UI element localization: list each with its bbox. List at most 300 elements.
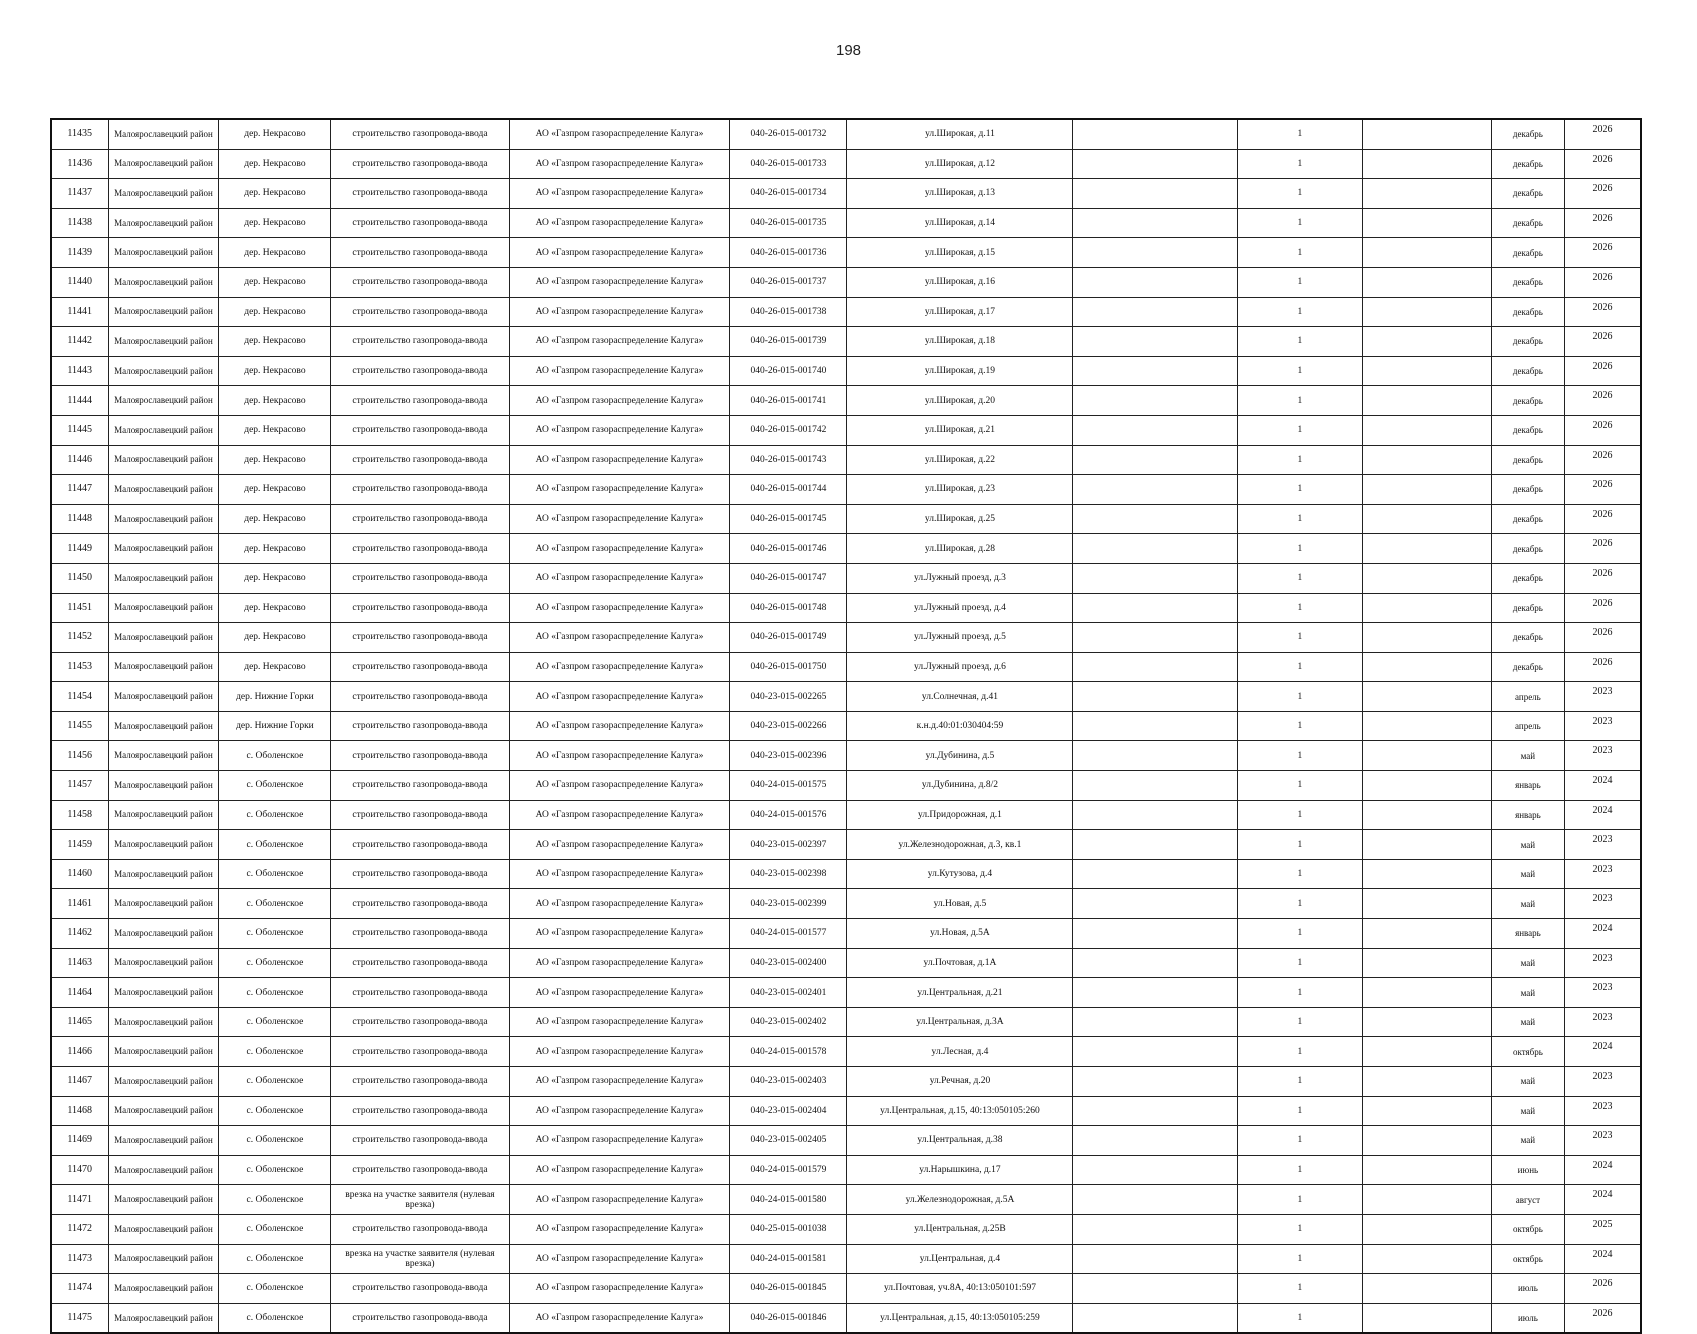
- row-number: 11460: [51, 859, 108, 889]
- district-cell: Малоярославецкий район: [108, 889, 219, 919]
- table-row: [51, 1214, 1641, 1244]
- quantity-cell: 1: [1238, 1067, 1362, 1097]
- code-cell: 040-26-015-001733: [730, 149, 847, 179]
- row-number: 11450: [51, 563, 108, 593]
- quantity-cell: 1: [1238, 386, 1362, 416]
- code-cell: 040-24-015-001575: [730, 771, 847, 801]
- address-cell: ул.Центральная, д.4: [847, 1244, 1073, 1274]
- year-cell: 2026: [1565, 149, 1641, 179]
- locality-cell: с. Оболенское: [219, 1096, 331, 1126]
- empty-cell: [1073, 1303, 1238, 1333]
- empty-cell: [1073, 297, 1238, 327]
- organization-cell: АО «Газпром газораспределение Калуга»: [509, 179, 730, 209]
- address-cell: ул.Почтовая, уч.8А, 40:13:050101:597: [847, 1274, 1073, 1304]
- empty-cell: [1073, 1126, 1238, 1156]
- table-row: [51, 534, 1641, 564]
- organization-cell: АО «Газпром газораспределение Калуга»: [509, 1185, 730, 1215]
- district-cell: Малоярославецкий район: [108, 682, 219, 712]
- quantity-cell: 1: [1238, 1303, 1362, 1333]
- address-cell: ул.Новая, д.5: [847, 889, 1073, 919]
- quantity-cell: 1: [1238, 267, 1362, 297]
- code-cell: 040-23-015-002397: [730, 830, 847, 860]
- month-cell: январь: [1491, 919, 1564, 949]
- row-number: 11436: [51, 149, 108, 179]
- code-cell: 040-23-015-002266: [730, 711, 847, 741]
- month-cell: октябрь: [1491, 1037, 1564, 1067]
- work-type-cell: строительство газопровода-ввода: [331, 859, 509, 889]
- locality-cell: дер. Некрасово: [219, 297, 331, 327]
- code-cell: 040-23-015-002405: [730, 1126, 847, 1156]
- table-row: [51, 1126, 1641, 1156]
- empty-cell: [1073, 948, 1238, 978]
- district-cell: Малоярославецкий район: [108, 179, 219, 209]
- work-type-cell: строительство газопровода-ввода: [331, 445, 509, 475]
- year-cell: 2023: [1565, 1096, 1641, 1126]
- address-cell: ул.Широкая, д.25: [847, 504, 1073, 534]
- empty-cell: [1073, 179, 1238, 209]
- month-cell: декабрь: [1491, 534, 1564, 564]
- year-cell: 2026: [1565, 1274, 1641, 1304]
- empty-cell: [1073, 534, 1238, 564]
- code-cell: 040-26-015-001845: [730, 1274, 847, 1304]
- code-cell: 040-23-015-002400: [730, 948, 847, 978]
- empty-cell: [1362, 948, 1491, 978]
- month-cell: декабрь: [1491, 386, 1564, 416]
- month-cell: август: [1491, 1185, 1564, 1215]
- organization-cell: АО «Газпром газораспределение Калуга»: [509, 1067, 730, 1097]
- year-cell: 2024: [1565, 1037, 1641, 1067]
- locality-cell: дер. Некрасово: [219, 593, 331, 623]
- row-number: 11474: [51, 1274, 108, 1304]
- organization-cell: АО «Газпром газораспределение Калуга»: [509, 297, 730, 327]
- code-cell: 040-24-015-001581: [730, 1244, 847, 1274]
- district-cell: Малоярославецкий район: [108, 1214, 219, 1244]
- locality-cell: с. Оболенское: [219, 830, 331, 860]
- code-cell: 040-25-015-001038: [730, 1214, 847, 1244]
- empty-cell: [1362, 859, 1491, 889]
- month-cell: май: [1491, 978, 1564, 1008]
- work-type-cell: строительство газопровода-ввода: [331, 889, 509, 919]
- empty-cell: [1073, 149, 1238, 179]
- row-number: 11475: [51, 1303, 108, 1333]
- organization-cell: АО «Газпром газораспределение Калуга»: [509, 1303, 730, 1333]
- row-number: 11445: [51, 415, 108, 445]
- quantity-cell: 1: [1238, 919, 1362, 949]
- quantity-cell: 1: [1238, 475, 1362, 505]
- empty-cell: [1073, 682, 1238, 712]
- year-cell: 2026: [1565, 652, 1641, 682]
- year-cell: 2026: [1565, 563, 1641, 593]
- address-cell: ул.Кутузова, д.4: [847, 859, 1073, 889]
- row-number: 11469: [51, 1126, 108, 1156]
- district-cell: Малоярославецкий район: [108, 297, 219, 327]
- locality-cell: дер. Нижние Горки: [219, 682, 331, 712]
- work-type-cell: строительство газопровода-ввода: [331, 297, 509, 327]
- organization-cell: АО «Газпром газораспределение Калуга»: [509, 563, 730, 593]
- year-cell: 2023: [1565, 889, 1641, 919]
- row-number: 11455: [51, 711, 108, 741]
- quantity-cell: 1: [1238, 652, 1362, 682]
- quantity-cell: 1: [1238, 563, 1362, 593]
- table-row: [51, 119, 1641, 149]
- code-cell: 040-26-015-001742: [730, 415, 847, 445]
- quantity-cell: 1: [1238, 1155, 1362, 1185]
- district-cell: Малоярославецкий район: [108, 208, 219, 238]
- organization-cell: АО «Газпром газораспределение Калуга»: [509, 652, 730, 682]
- district-cell: Малоярославецкий район: [108, 1244, 219, 1274]
- empty-cell: [1362, 919, 1491, 949]
- locality-cell: дер. Некрасово: [219, 327, 331, 357]
- empty-cell: [1362, 563, 1491, 593]
- locality-cell: дер. Некрасово: [219, 267, 331, 297]
- code-cell: 040-24-015-001579: [730, 1155, 847, 1185]
- table-row: [51, 741, 1641, 771]
- row-number: 11438: [51, 208, 108, 238]
- month-cell: декабрь: [1491, 327, 1564, 357]
- work-type-cell: строительство газопровода-ввода: [331, 771, 509, 801]
- year-cell: 2026: [1565, 386, 1641, 416]
- locality-cell: дер. Некрасово: [219, 179, 331, 209]
- year-cell: 2023: [1565, 859, 1641, 889]
- address-cell: ул.Широкая, д.18: [847, 327, 1073, 357]
- empty-cell: [1362, 445, 1491, 475]
- address-cell: ул.Дубинина, д.8/2: [847, 771, 1073, 801]
- quantity-cell: 1: [1238, 1185, 1362, 1215]
- month-cell: декабрь: [1491, 415, 1564, 445]
- work-type-cell: строительство газопровода-ввода: [331, 356, 509, 386]
- table-row: [51, 682, 1641, 712]
- year-cell: 2023: [1565, 1126, 1641, 1156]
- code-cell: 040-23-015-002396: [730, 741, 847, 771]
- year-cell: 2026: [1565, 623, 1641, 653]
- code-cell: 040-26-015-001743: [730, 445, 847, 475]
- organization-cell: АО «Газпром газораспределение Калуга»: [509, 978, 730, 1008]
- table-row: [51, 1244, 1641, 1274]
- district-cell: Малоярославецкий район: [108, 830, 219, 860]
- year-cell: 2026: [1565, 534, 1641, 564]
- organization-cell: АО «Газпром газораспределение Калуга»: [509, 623, 730, 653]
- table-row: [51, 386, 1641, 416]
- work-type-cell: строительство газопровода-ввода: [331, 1067, 509, 1097]
- district-cell: Малоярославецкий район: [108, 267, 219, 297]
- table-row: [51, 563, 1641, 593]
- address-cell: ул.Широкая, д.12: [847, 149, 1073, 179]
- empty-cell: [1073, 1244, 1238, 1274]
- empty-cell: [1073, 386, 1238, 416]
- row-number: 11448: [51, 504, 108, 534]
- work-type-cell: строительство газопровода-ввода: [331, 1303, 509, 1333]
- quantity-cell: 1: [1238, 1126, 1362, 1156]
- empty-cell: [1362, 1214, 1491, 1244]
- month-cell: октябрь: [1491, 1244, 1564, 1274]
- empty-cell: [1073, 1214, 1238, 1244]
- empty-cell: [1362, 267, 1491, 297]
- district-cell: Малоярославецкий район: [108, 741, 219, 771]
- table-row: [51, 623, 1641, 653]
- quantity-cell: 1: [1238, 1274, 1362, 1304]
- row-number: 11444: [51, 386, 108, 416]
- district-cell: Малоярославецкий район: [108, 1037, 219, 1067]
- year-cell: 2026: [1565, 415, 1641, 445]
- empty-cell: [1073, 623, 1238, 653]
- address-cell: ул.Центральная, д.15, 40:13:050105:259: [847, 1303, 1073, 1333]
- organization-cell: АО «Газпром газораспределение Калуга»: [509, 948, 730, 978]
- quantity-cell: 1: [1238, 741, 1362, 771]
- row-number: 11452: [51, 623, 108, 653]
- empty-cell: [1362, 534, 1491, 564]
- organization-cell: АО «Газпром газораспределение Калуга»: [509, 415, 730, 445]
- year-cell: 2026: [1565, 504, 1641, 534]
- district-cell: Малоярославецкий район: [108, 475, 219, 505]
- empty-cell: [1362, 356, 1491, 386]
- row-number: 11435: [51, 119, 108, 149]
- empty-cell: [1073, 445, 1238, 475]
- work-type-cell: строительство газопровода-ввода: [331, 1037, 509, 1067]
- empty-cell: [1073, 859, 1238, 889]
- table-row: [51, 1067, 1641, 1097]
- row-number: 11442: [51, 327, 108, 357]
- month-cell: декабрь: [1491, 149, 1564, 179]
- work-type-cell: врезка на участке заявителя (нулевая врезка): [331, 1185, 509, 1215]
- month-cell: январь: [1491, 800, 1564, 830]
- month-cell: декабрь: [1491, 475, 1564, 505]
- district-cell: Малоярославецкий район: [108, 623, 219, 653]
- organization-cell: АО «Газпром газораспределение Калуга»: [509, 534, 730, 564]
- table-row: [51, 711, 1641, 741]
- district-cell: Малоярославецкий район: [108, 327, 219, 357]
- year-cell: 2023: [1565, 948, 1641, 978]
- organization-cell: АО «Газпром газораспределение Калуга»: [509, 593, 730, 623]
- empty-cell: [1362, 119, 1491, 149]
- empty-cell: [1362, 771, 1491, 801]
- empty-cell: [1362, 149, 1491, 179]
- empty-cell: [1362, 1037, 1491, 1067]
- district-cell: Малоярославецкий район: [108, 119, 219, 149]
- year-cell: 2026: [1565, 238, 1641, 268]
- empty-cell: [1073, 267, 1238, 297]
- empty-cell: [1073, 208, 1238, 238]
- code-cell: 040-26-015-001738: [730, 297, 847, 327]
- empty-cell: [1362, 682, 1491, 712]
- code-cell: 040-23-015-002401: [730, 978, 847, 1008]
- table-row: [51, 859, 1641, 889]
- address-cell: ул.Широкая, д.11: [847, 119, 1073, 149]
- district-cell: Малоярославецкий район: [108, 1007, 219, 1037]
- locality-cell: с. Оболенское: [219, 919, 331, 949]
- quantity-cell: 1: [1238, 859, 1362, 889]
- district-cell: Малоярославецкий район: [108, 149, 219, 179]
- table-row: [51, 297, 1641, 327]
- empty-cell: [1362, 1096, 1491, 1126]
- address-cell: ул.Широкая, д.28: [847, 534, 1073, 564]
- address-cell: ул.Речная, д.20: [847, 1067, 1073, 1097]
- row-number: 11462: [51, 919, 108, 949]
- work-type-cell: строительство газопровода-ввода: [331, 327, 509, 357]
- work-type-cell: врезка на участке заявителя (нулевая врезка): [331, 1244, 509, 1274]
- organization-cell: АО «Газпром газораспределение Калуга»: [509, 445, 730, 475]
- locality-cell: дер. Некрасово: [219, 415, 331, 445]
- address-cell: ул.Лужный проезд, д.5: [847, 623, 1073, 653]
- year-cell: 2023: [1565, 1067, 1641, 1097]
- quantity-cell: 1: [1238, 711, 1362, 741]
- row-number: 11458: [51, 800, 108, 830]
- district-cell: Малоярославецкий район: [108, 563, 219, 593]
- quantity-cell: 1: [1238, 978, 1362, 1008]
- organization-cell: АО «Газпром газораспределение Калуга»: [509, 889, 730, 919]
- empty-cell: [1362, 1007, 1491, 1037]
- quantity-cell: 1: [1238, 1096, 1362, 1126]
- year-cell: 2023: [1565, 830, 1641, 860]
- empty-cell: [1073, 1274, 1238, 1304]
- row-number: 11453: [51, 652, 108, 682]
- empty-cell: [1073, 711, 1238, 741]
- work-type-cell: строительство газопровода-ввода: [331, 1007, 509, 1037]
- empty-cell: [1362, 978, 1491, 1008]
- locality-cell: дер. Некрасово: [219, 149, 331, 179]
- empty-cell: [1073, 1007, 1238, 1037]
- year-cell: 2024: [1565, 800, 1641, 830]
- address-cell: ул.Широкая, д.14: [847, 208, 1073, 238]
- empty-cell: [1073, 889, 1238, 919]
- year-cell: 2026: [1565, 119, 1641, 149]
- district-cell: Малоярославецкий район: [108, 919, 219, 949]
- table-row: [51, 978, 1641, 1008]
- code-cell: 040-23-015-002398: [730, 859, 847, 889]
- row-number: 11441: [51, 297, 108, 327]
- code-cell: 040-23-015-002403: [730, 1067, 847, 1097]
- row-number: 11465: [51, 1007, 108, 1037]
- row-number: 11459: [51, 830, 108, 860]
- address-cell: ул.Широкая, д.23: [847, 475, 1073, 505]
- organization-cell: АО «Газпром газораспределение Калуга»: [509, 830, 730, 860]
- row-number: 11471: [51, 1185, 108, 1215]
- table-row: [51, 356, 1641, 386]
- work-type-cell: строительство газопровода-ввода: [331, 415, 509, 445]
- organization-cell: АО «Газпром газораспределение Калуга»: [509, 800, 730, 830]
- code-cell: 040-23-015-002404: [730, 1096, 847, 1126]
- work-type-cell: строительство газопровода-ввода: [331, 238, 509, 268]
- empty-cell: [1073, 800, 1238, 830]
- locality-cell: с. Оболенское: [219, 1274, 331, 1304]
- district-cell: Малоярославецкий район: [108, 1185, 219, 1215]
- month-cell: декабрь: [1491, 563, 1564, 593]
- locality-cell: дер. Некрасово: [219, 119, 331, 149]
- address-cell: ул.Широкая, д.16: [847, 267, 1073, 297]
- locality-cell: с. Оболенское: [219, 1126, 331, 1156]
- district-cell: Малоярославецкий район: [108, 415, 219, 445]
- table-row: [51, 504, 1641, 534]
- month-cell: май: [1491, 948, 1564, 978]
- organization-cell: АО «Газпром газораспределение Калуга»: [509, 771, 730, 801]
- address-cell: ул.Железнодорожная, д.3, кв.1: [847, 830, 1073, 860]
- month-cell: май: [1491, 889, 1564, 919]
- row-number: 11464: [51, 978, 108, 1008]
- organization-cell: АО «Газпром газораспределение Калуга»: [509, 267, 730, 297]
- empty-cell: [1073, 1067, 1238, 1097]
- month-cell: декабрь: [1491, 297, 1564, 327]
- empty-cell: [1362, 1067, 1491, 1097]
- district-cell: Малоярославецкий район: [108, 1096, 219, 1126]
- table-row: [51, 267, 1641, 297]
- organization-cell: АО «Газпром газораспределение Калуга»: [509, 711, 730, 741]
- table-row: [51, 475, 1641, 505]
- work-type-cell: строительство газопровода-ввода: [331, 711, 509, 741]
- district-cell: Малоярославецкий район: [108, 800, 219, 830]
- quantity-cell: 1: [1238, 1214, 1362, 1244]
- empty-cell: [1362, 208, 1491, 238]
- year-cell: 2026: [1565, 593, 1641, 623]
- month-cell: декабрь: [1491, 593, 1564, 623]
- code-cell: 040-26-015-001734: [730, 179, 847, 209]
- address-cell: к.н.д.40:01:030404:59: [847, 711, 1073, 741]
- empty-cell: [1073, 978, 1238, 1008]
- address-cell: ул.Почтовая, д.1А: [847, 948, 1073, 978]
- work-type-cell: строительство газопровода-ввода: [331, 386, 509, 416]
- organization-cell: АО «Газпром газораспределение Калуга»: [509, 327, 730, 357]
- year-cell: 2024: [1565, 1185, 1641, 1215]
- year-cell: 2024: [1565, 771, 1641, 801]
- empty-cell: [1073, 238, 1238, 268]
- code-cell: 040-26-015-001732: [730, 119, 847, 149]
- work-type-cell: строительство газопровода-ввода: [331, 563, 509, 593]
- month-cell: январь: [1491, 771, 1564, 801]
- code-cell: 040-26-015-001740: [730, 356, 847, 386]
- empty-cell: [1073, 415, 1238, 445]
- month-cell: декабрь: [1491, 623, 1564, 653]
- year-cell: 2024: [1565, 919, 1641, 949]
- table-row: [51, 1274, 1641, 1304]
- locality-cell: дер. Некрасово: [219, 504, 331, 534]
- district-cell: Малоярославецкий район: [108, 1067, 219, 1097]
- table-row: [51, 208, 1641, 238]
- row-number: 11443: [51, 356, 108, 386]
- district-cell: Малоярославецкий район: [108, 356, 219, 386]
- row-number: 11451: [51, 593, 108, 623]
- empty-cell: [1362, 830, 1491, 860]
- empty-cell: [1362, 652, 1491, 682]
- district-cell: Малоярославецкий район: [108, 593, 219, 623]
- table-row: [51, 1155, 1641, 1185]
- work-type-cell: строительство газопровода-ввода: [331, 682, 509, 712]
- month-cell: декабрь: [1491, 504, 1564, 534]
- work-type-cell: строительство газопровода-ввода: [331, 149, 509, 179]
- table-row: [51, 830, 1641, 860]
- quantity-cell: 1: [1238, 682, 1362, 712]
- month-cell: декабрь: [1491, 179, 1564, 209]
- district-cell: Малоярославецкий район: [108, 859, 219, 889]
- year-cell: 2026: [1565, 445, 1641, 475]
- district-cell: Малоярославецкий район: [108, 771, 219, 801]
- empty-cell: [1362, 327, 1491, 357]
- row-number: 11439: [51, 238, 108, 268]
- quantity-cell: 1: [1238, 149, 1362, 179]
- district-cell: Малоярославецкий район: [108, 534, 219, 564]
- empty-cell: [1362, 711, 1491, 741]
- empty-cell: [1362, 179, 1491, 209]
- address-cell: ул.Новая, д.5А: [847, 919, 1073, 949]
- quantity-cell: 1: [1238, 445, 1362, 475]
- empty-cell: [1073, 1155, 1238, 1185]
- organization-cell: АО «Газпром газораспределение Калуга»: [509, 1155, 730, 1185]
- district-cell: Малоярославецкий район: [108, 1126, 219, 1156]
- district-cell: Малоярославецкий район: [108, 652, 219, 682]
- organization-cell: АО «Газпром газораспределение Калуга»: [509, 504, 730, 534]
- work-type-cell: строительство газопровода-ввода: [331, 267, 509, 297]
- work-type-cell: строительство газопровода-ввода: [331, 179, 509, 209]
- code-cell: 040-23-015-002265: [730, 682, 847, 712]
- empty-cell: [1073, 119, 1238, 149]
- year-cell: 2026: [1565, 179, 1641, 209]
